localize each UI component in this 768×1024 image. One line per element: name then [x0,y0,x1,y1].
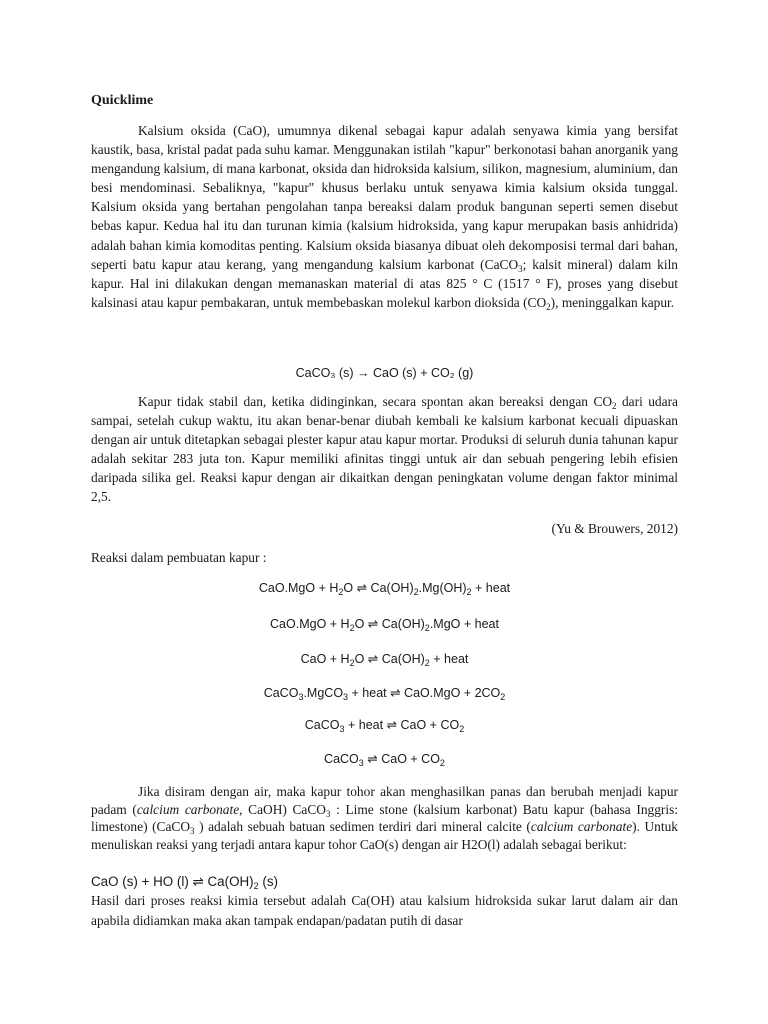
text-run: Kapur tidak stabil dan, ketika didinginkan, secara spontan akan bereaksi dengan CO [138,394,613,409]
text-run: dari udara sampai, setelah cukup waktu, itu akan benar-benar diubah kembali ke kalsium karbonat kecuali dipuaskan dengan air untuk ditetapkan sebagai plester kapur atau kapur mortar. Produksi di seluruh dunia tahunan kapur adalah sekitar 283 juta ton. Kapur memiliki afinitas tinggi untuk air dan sebuah pengering lebih efisien daripada silika gel. Reaksi kapur dengan air dikaitkan dengan peningkatan volume dengan faktor minimal 2,5. [91,394,678,505]
reaction-2: $CaO.MgO + H_2O$ ⇌ $Ca(OH)_2.MgO$ + heat [270,617,499,633]
reaction-3: CaO + $H_2O$ ⇌ $Ca(OH)_2$ + heat [300,652,469,668]
paragraph-3: Jika disiram dengan air, maka kapur tohor akan menghasilkan panas dan berubah menjadi kapur padam (calcium carbonate, CaOH) CaCO$_3$ : Lime stone (kalsium karbonat) Batu kapur (bahasa Inggris: limestone) (CaCO$_3$ ) adalah sebuah batuan sedimen terdiri dari mineral calcite (calcium carbonate). Untuk menuliskan reaksi yang terjadi antara kapur tohor CaO(s) dengan air H2O(l) adalah sebagai berikut: [91,784,679,852]
subscript: 2 [546,301,551,312]
reaction-1: $CaO.MgO + H_2O$ ⇌ $Ca(OH)_2.Mg(OH)_2$ + heat [258,581,511,597]
reaction-intro: Reaksi dalam pembuatan kapur : [91,550,267,565]
main-equation: CaCO₃ (s) → CaO (s) + CO₂ (g) [295,366,474,380]
paragraph-1 [91,121,678,312]
reaction-4: CaCO$_3$.MgCO$_3$ + heat ⇌ $CaO.MgO + 2CO_2$ [263,686,506,702]
text-run: ), meninggalkan kapur. [550,294,675,310]
section-heading: Quicklime [91,93,154,108]
text-run: Kalsium oksida (CaO), umumnya dikenal sebagai kapur adalah senyawa kimia yang bersifat kaustik, basa, kristal padat pada suhu kamar. Menggunakan istilah "kapur" berkonotasi bahan anorganik yang mengandung kalsium, di mana karbonat, oksida dan hidroksida kalsium, silikon, magnesium, aluminium, dan besi mendominasi. Sebaliknya, "kapur" khusus berlaku untuk senyawa kimia kalsium oksida tunggal. Kalsium oksida yang bertahan pengolahan tanpa bereaksi dalam produk bangunan seperti semen disebut bebas kapur. Kedua hal itu dan turunan kimia (kalsium hidroksida, yang kapur merupakan basis anhidrida) adalah bahan kimia komoditas penting. Kalsium oksida biasanya dibuat oleh dekomposisi termal dari bahan, seperti batu kapur atau kerang, yang mengandung kalsium karbonat (CaCO [91,123,678,272]
citation: (Yu & Brouwers, 2012) [551,521,678,536]
subscript: 2 [612,401,617,411]
text-run: ; kalsit mineral) dalam kiln kapur. Hal ini dilakukan dengan memanaskan material di atas 825 ° C (1517 ° F), proses yang disebut kalsinasi atau kapur pembakaran, untuk membebaskan molekul karbon dioksida (CO [91,256,678,310]
reaction-5: CaCO$_3$ + heat ⇌ CaO + $CO_2$ [304,718,465,734]
paragraph-2 [91,392,678,507]
equation-line: CaO (s) + HO (l) ⇌ $Ca(OH)_2$ (s) [91,874,278,891]
paragraph-4: Hasil dari proses reaksi kimia tersebut adalah Ca(OH) atau kalsium hidroksida sukar larut dalam air dan apabila didiamkan maka akan tampak endapan/padatan putih di dasar [91,893,678,928]
reaction-6: CaCO$_3$ ⇌ CaO + $CO_2$ [324,752,445,768]
subscript: 3 [518,263,523,274]
